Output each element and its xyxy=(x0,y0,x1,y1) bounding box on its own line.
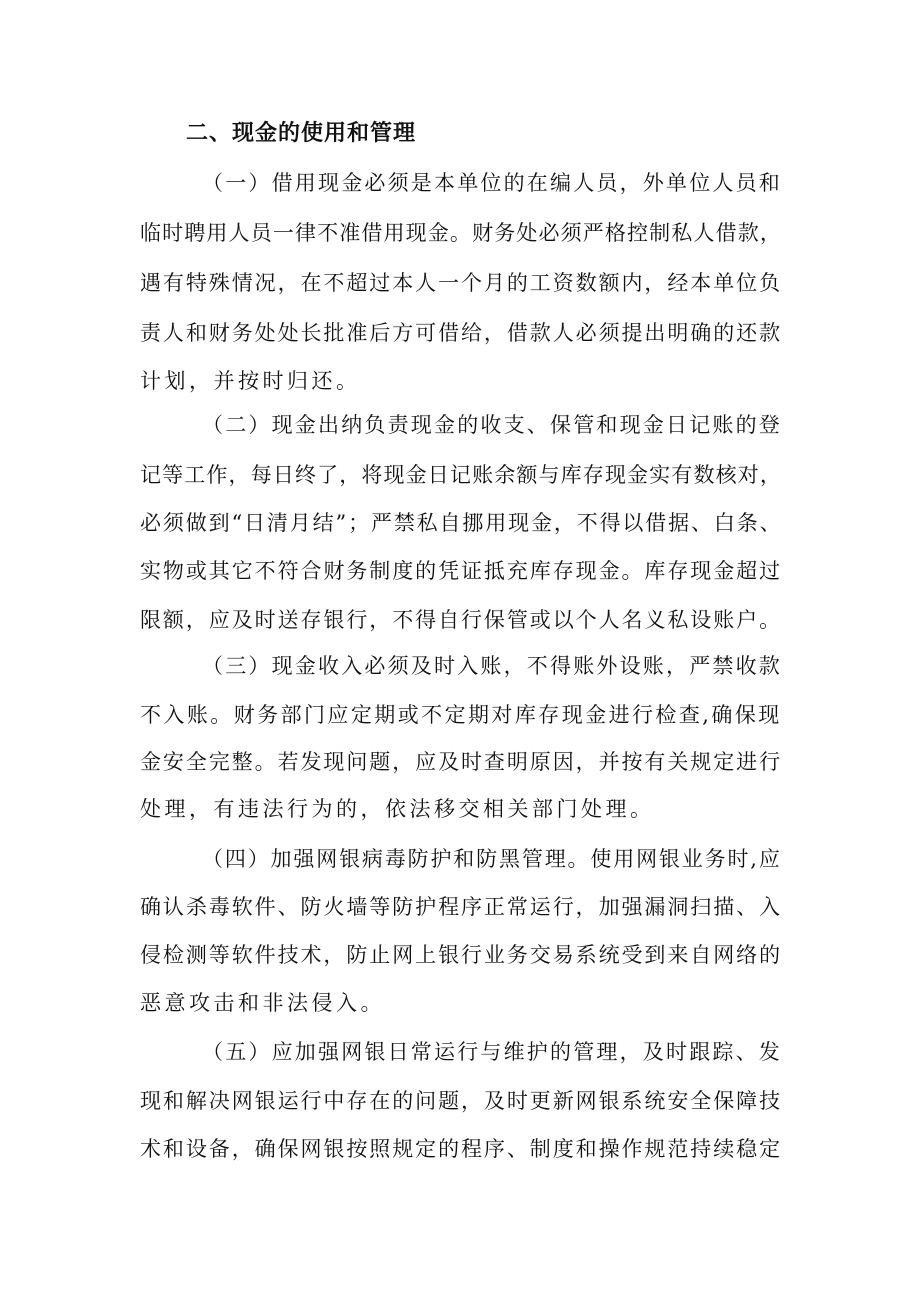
paragraph-5-line-1: （五）应加强网银日常运行与维护的管理，及时跟踪、发 xyxy=(202,1040,782,1064)
paragraph-2-line-1: （二）现金出纳负责现金的收支、保管和现金日记账的登 xyxy=(202,413,782,437)
paragraph-3-line-1: （三）现金收入必须及时入账，不得账外设账，严禁收款 xyxy=(202,654,782,678)
paragraph-4-line-3: 侵检测等软件技术，防止网上银行业务交易系统受到来自网络的 xyxy=(140,943,782,967)
paragraph-1-line-5: 计划，并按时归还。 xyxy=(140,369,361,393)
paragraph-3-line-4: 处理，有违法行为的，依法移交相关部门处理。 xyxy=(140,797,655,821)
paragraph-1-line-4: 责人和财务处处长批准后方可借给，借款人必须提出明确的还款 xyxy=(140,321,782,345)
paragraph-5-line-3: 术和设备，确保网银按照规定的程序、制度和操作规范持续稳定 xyxy=(140,1137,782,1161)
section-heading: 二、现金的使用和管理 xyxy=(186,121,417,146)
paragraph-3-line-3: 金安全完整。若发现问题，应及时查明原因，并按有关规定进行 xyxy=(140,750,782,774)
paragraph-4-line-4: 恶意攻击和非法侵入。 xyxy=(140,991,385,1015)
paragraph-1-line-3: 遇有特殊情况，在不超过本人一个月的工资数额内，经本单位负 xyxy=(140,271,782,295)
paragraph-2-line-2: 记等工作，每日终了，将现金日记账余额与库存现金实有数核对， xyxy=(140,463,782,487)
paragraph-2-line-3: 必须做到“日清月结”；严禁私自挪用现金，不得以借据、白条、 xyxy=(140,511,783,535)
paragraph-2-line-4: 实物或其它不符合财务制度的凭证抵充库存现金。库存现金超过 xyxy=(140,559,782,583)
paragraph-1-line-1: （一）借用现金必须是本单位的在编人员，外单位人员和 xyxy=(202,171,782,195)
paragraph-2-line-5: 限额，应及时送存银行，不得自行保管或以个人名义私设账户。 xyxy=(140,608,782,632)
paragraph-1-line-2: 临时聘用人员一律不准借用现金。财务处必须严格控制私人借款， xyxy=(140,221,782,245)
paragraph-5-line-2: 现和解决网银运行中存在的问题，及时更新网银系统安全保障技 xyxy=(140,1089,782,1113)
paragraph-3-line-2: 不入账。财务部门应定期或不定期对库存现金进行检查,确保现 xyxy=(140,703,782,727)
paragraph-4-line-1: （四）加强网银病毒防护和防黑管理。使用网银业务时,应 xyxy=(202,847,782,871)
paragraph-4-line-2: 确认杀毒软件、防火墙等防护程序正常运行，加强漏洞扫描、入 xyxy=(140,895,782,919)
